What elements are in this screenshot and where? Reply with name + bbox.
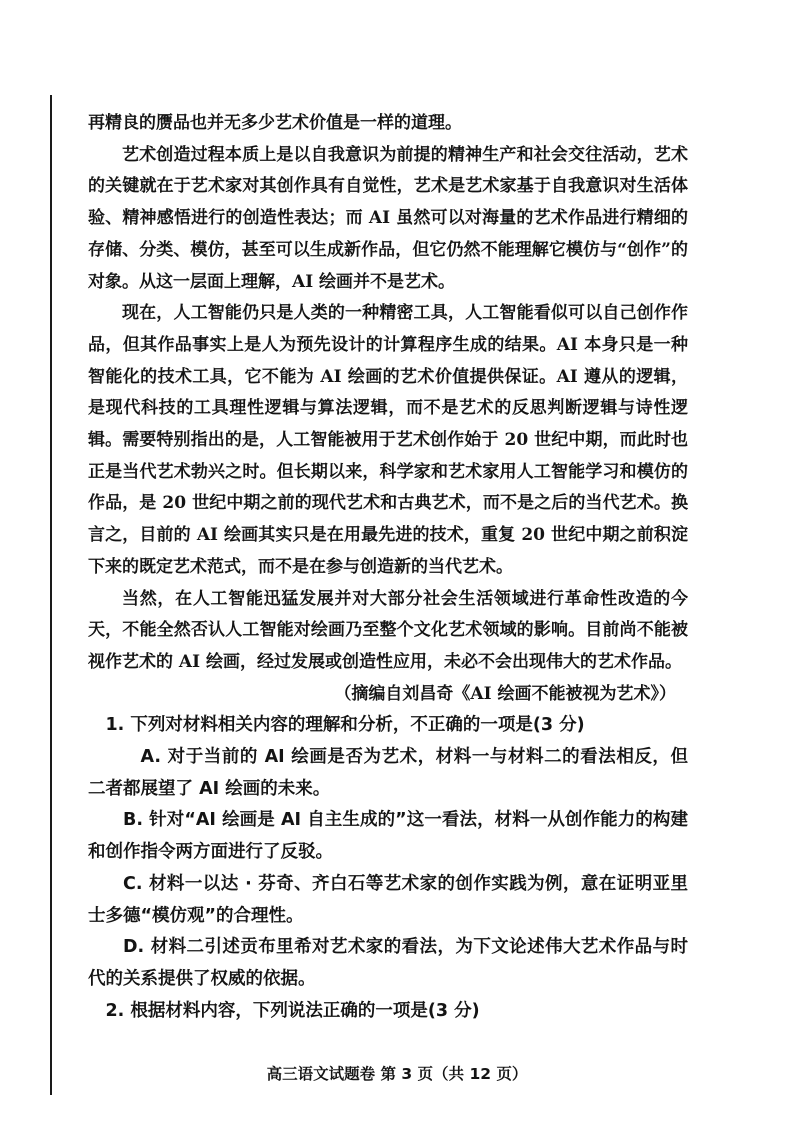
source-citation: （摘编自刘昌奇《AI 绘画不能被视为艺术》） (334, 683, 676, 704)
question-1-stem: 1. 下列对材料相关内容的理解和分析，不正确的一项是(3 分) (105, 715, 585, 736)
question-1-option-c: C. 材料一以达 · 芬奇、齐白石等艺术家的创作实践为例，意在证明亚里士多德“模仿观”的合理性。 (88, 873, 688, 926)
page-body (88, 108, 688, 1027)
paragraph-ai-tool: 现在，人工智能仍只是人类的一种精密工具，人工智能看似可以自己创作作品，但其作品事实上是人为预先设计的计算程序生成的结果。AI 本身只是一种智能化的技术工具，它不能为 AI 绘画的艺术价值提供保证。AI 遵从的逻辑，是现代科技的工具理性逻辑与算法逻辑，而不是艺术的反思判断逻辑与诗性逻辑。需要特别指出的是，人工智能被用于艺术创作始于 20 世纪中期，而此时也正是当代艺术勃兴之时。但长期以来，科学家和艺术家用人工智能学习和模仿的作品，是 20 世纪中期之前的现代艺术和古典艺术，而不是之后的当代艺术。换言之，目前的 AI 绘画其实只是在用最先进的技术，重复 20 世纪中期之前积淀下来的既定艺术范式，而不是在参与创造新的当代艺术。 (88, 303, 688, 577)
paragraph-continuation: 再精良的赝品也并无多少艺术价值是一样的道理。 (88, 113, 462, 133)
page-footer: 高三语文试题卷 第 3 页（共 12 页） (266, 1065, 528, 1083)
question-2-stem: 2. 根据材料内容，下列说法正确的一项是(3 分) (105, 1000, 480, 1021)
question-1-option-b: B. 针对“AI 绘画是 AI 自主生成的”这一看法，材料一从创作能力的构建和创作指令两方面进行了反驳。 (88, 810, 688, 863)
question-1-option-a: A. 对于当前的 AI 绘画是否为艺术，材料一与材料二的看法相反，但二者都展望了 AI 绘画的未来。 (88, 747, 688, 799)
paragraph-conclusion: 当然，在人工智能迅猛发展并对大部分社会生活领域进行革命性改造的今天，不能全然否认人工智能对绘画乃至整个文化艺术领域的影响。目前尚不能被视作艺术的 AI 绘画，经过发展或创造性应用，未必不会出现伟大的艺术作品。 (88, 588, 688, 672)
page-margin-rule (50, 95, 52, 1095)
paragraph-art-creation: 艺术创造过程本质上是以自我意识为前提的精神生产和社会交往活动，艺术的关键就在于艺术家对其创作具有自觉性，艺术是艺术家基于自我意识对生活体验、精神感悟进行的创造性表达；而 AI 虽然可以对海量的艺术作品进行精细的存储、分类、模仿，甚至可以生成新作品，但它仍然不能理解它模仿与“创作”的对象。从这一层面上理解，AI 绘画并不是艺术。 (88, 144, 688, 292)
question-1-option-d: D. 材料二引述贡布里希对艺术家的看法，为下文论述伟大艺术作品与时代的关系提供了权威的依据。 (88, 937, 688, 989)
